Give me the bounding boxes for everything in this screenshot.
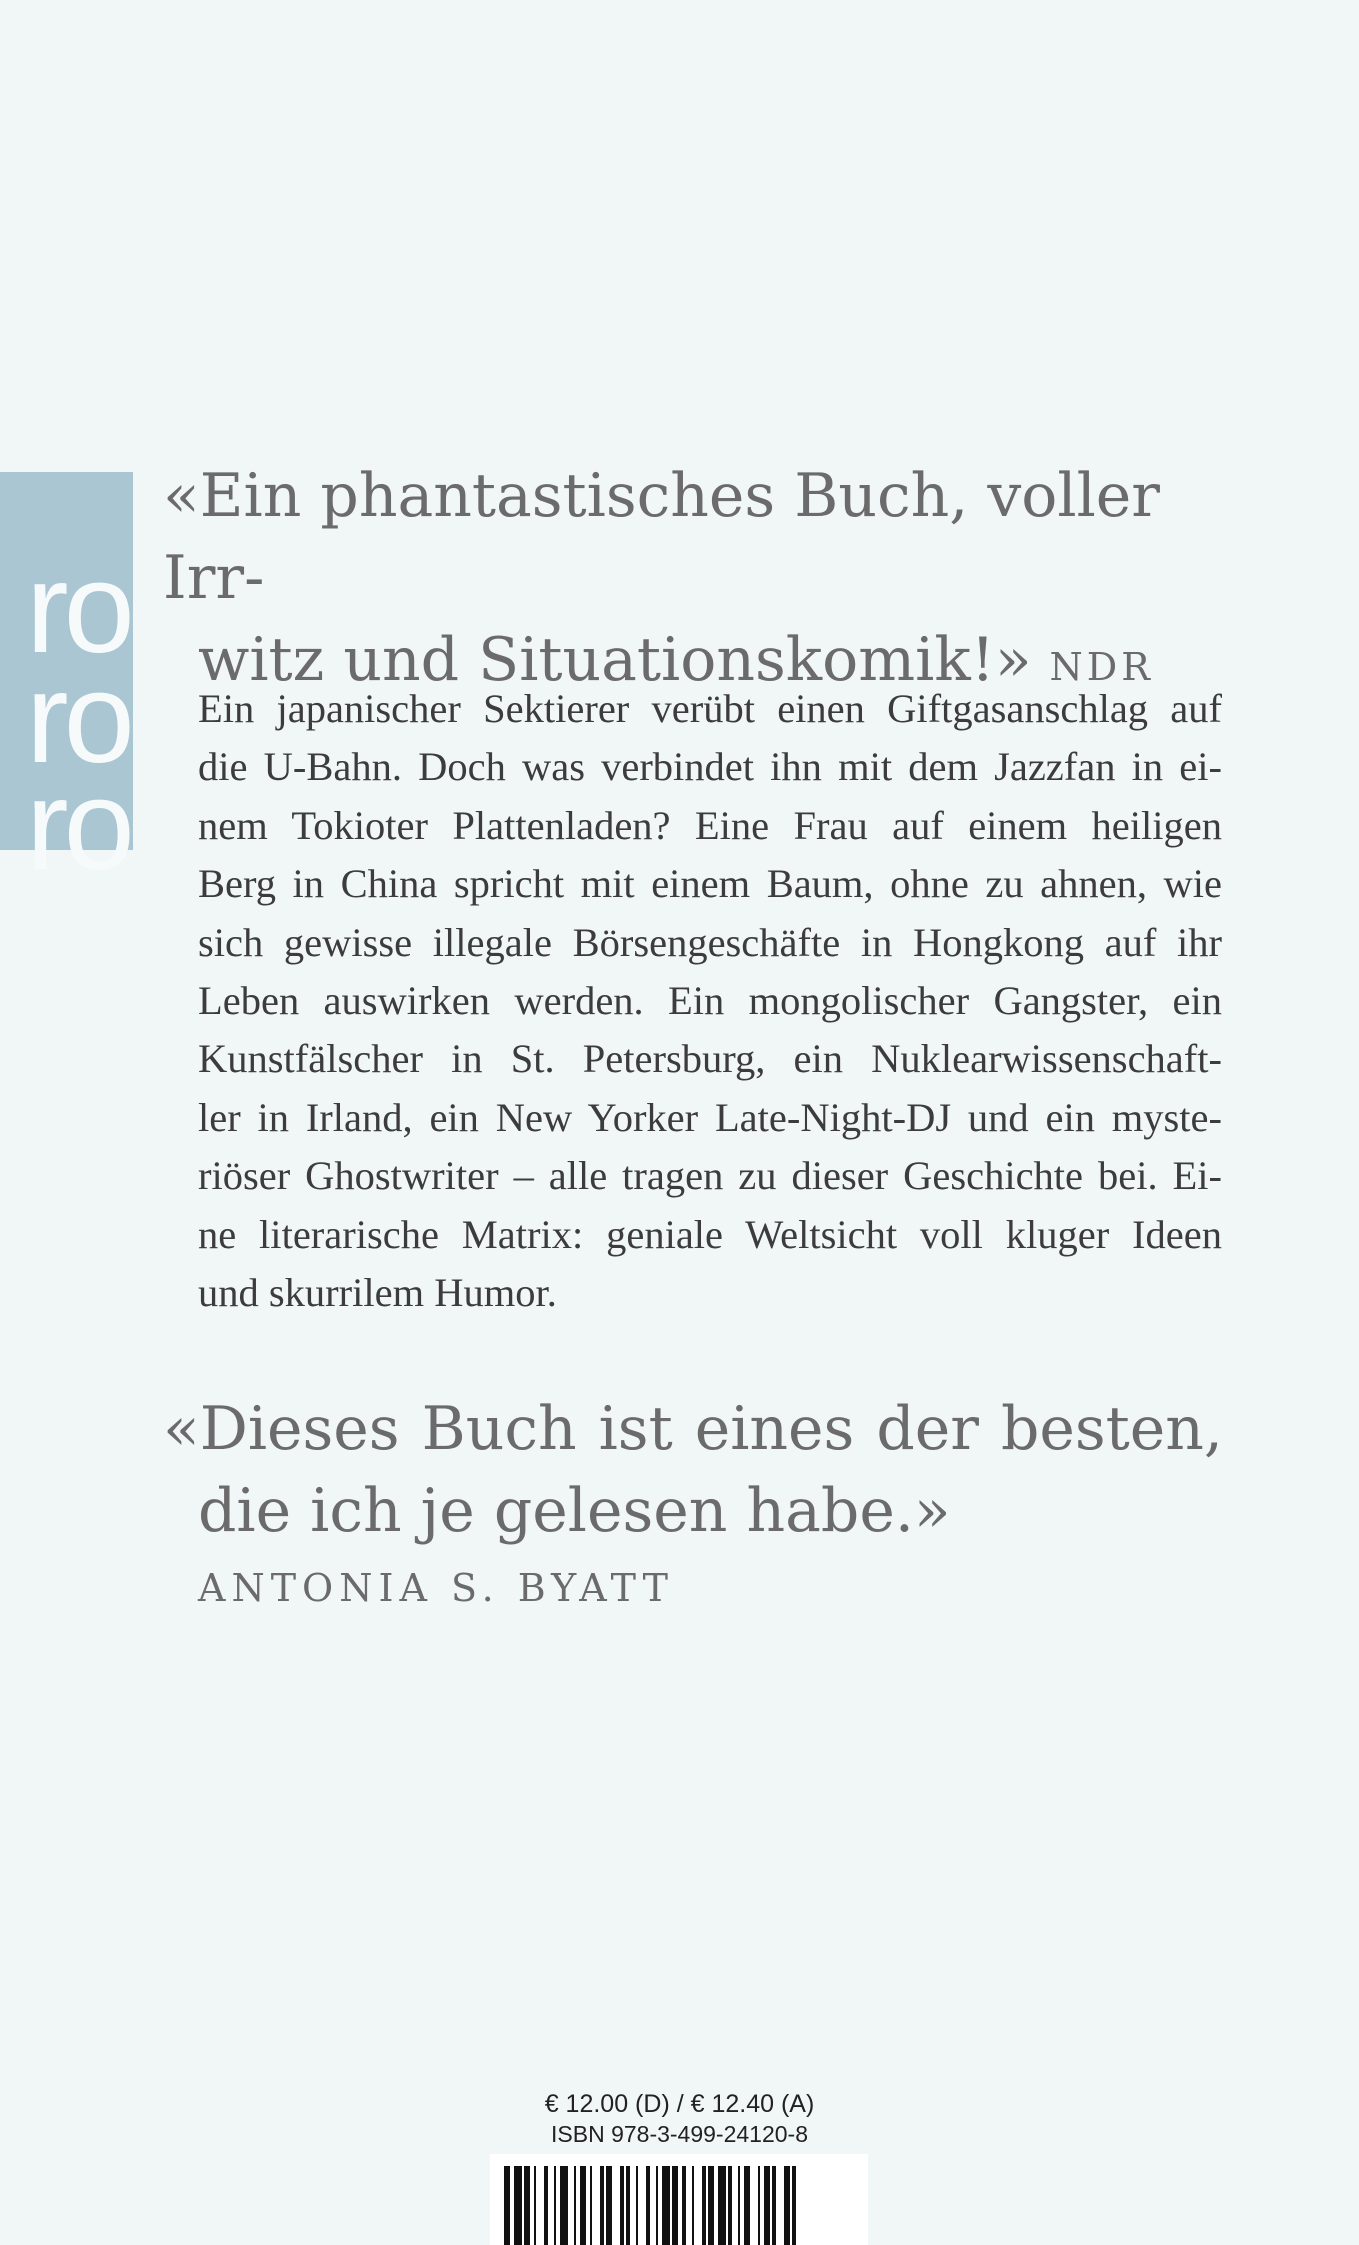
barcode-bar xyxy=(738,2166,740,2245)
blurb-line: die U-Bahn. Doch was verbindet ihn mit dem Jazzfan in ei- xyxy=(198,744,1222,790)
press-quote-bottom-line2: die ich je gelesen habe.» xyxy=(198,1476,951,1546)
press-quote-top-line2: witz und Situationskomik!» xyxy=(198,625,1032,695)
publisher-logo-text: ro xyxy=(26,647,130,790)
barcode-bar xyxy=(580,2166,586,2245)
barcode-bar xyxy=(672,2166,678,2245)
blurb-line: Kunstfälscher in St. Petersburg, ein Nuklearwissenschaft- xyxy=(198,1036,1222,1082)
barcode-bar xyxy=(682,2166,686,2245)
price-label: € 12.00 (D) / € 12.40 (A) xyxy=(544,2090,815,2118)
press-quote-top xyxy=(163,455,1223,708)
barcode-bar xyxy=(620,2166,624,2245)
barcode-bar xyxy=(728,2166,732,2245)
barcode-bar xyxy=(626,2166,630,2245)
barcode-bar xyxy=(524,2166,530,2245)
blurb-line: sich gewisse illegale Börsengeschäfte in Hongkong auf ihr xyxy=(198,919,1222,965)
barcode-bar xyxy=(692,2166,694,2245)
blurb-line: Ein japanischer Sektierer verübt einen Giftgasanschlag auf xyxy=(198,686,1222,731)
barcode-bar xyxy=(662,2166,670,2245)
barcode-bar xyxy=(764,2166,770,2245)
isbn-label: ISBN 978-3-499-24120-8 xyxy=(551,2121,808,2147)
press-quote-bottom xyxy=(163,1388,1223,1552)
blurb-line: ne literarische Matrix: geniale Weltsicht voll kluger Ideen xyxy=(198,1211,1222,1257)
blurb-line: nem Tokioter Plattenladen? Eine Frau auf einem heiligen xyxy=(198,802,1222,848)
barcode-bar xyxy=(656,2166,658,2245)
press-quote-top-line1: «Ein phantastisches Buch, voller Irr- xyxy=(163,461,1160,613)
blurb-line: ler in Irland, ein New Yorker Late-Night-DJ und ein myste- xyxy=(198,1094,1222,1140)
barcode-bar xyxy=(718,2166,726,2245)
barcode-bar xyxy=(544,2166,548,2245)
barcode-bar xyxy=(504,2166,510,2245)
press-quote-bottom-source: ANTONIA S. BYATT xyxy=(198,1566,674,1610)
blurb-line: und skurrilem Humor. xyxy=(198,1270,557,1316)
barcode-bar xyxy=(758,2166,760,2245)
barcode-bar xyxy=(646,2166,650,2245)
publisher-logo-text: ro xyxy=(26,754,130,897)
barcode-bar xyxy=(554,2166,556,2245)
barcode-bar xyxy=(702,2166,706,2245)
barcode-bar xyxy=(636,2166,638,2245)
blurb-line: riöser Ghostwriter – alle tragen zu dieser Geschichte bei. Ei- xyxy=(198,1153,1222,1199)
barcode-bar xyxy=(590,2166,592,2245)
blurb-line: Berg in China spricht mit einem Baum, ohne zu ahnen, wie xyxy=(198,861,1222,907)
publisher-logo-text: ro xyxy=(26,537,130,680)
barcode-bar xyxy=(792,2166,796,2245)
barcode-bar xyxy=(574,2166,576,2245)
blurb-line: Leben auswirken werden. Ein mongolischer Gangster, ein xyxy=(198,978,1222,1024)
barcode-bar xyxy=(560,2166,568,2245)
barcode-bar xyxy=(772,2166,776,2245)
barcode-bar xyxy=(606,2166,612,2245)
barcode-bar xyxy=(708,2166,714,2245)
blurb-paragraph xyxy=(198,680,1222,1322)
press-quote-bottom-line1: «Dieses Buch ist eines der besten, xyxy=(163,1394,1223,1464)
barcode-bar xyxy=(744,2166,750,2245)
barcode-bar xyxy=(534,2166,536,2245)
barcode-bar xyxy=(514,2166,522,2245)
press-quote-top-source: NDR xyxy=(1049,645,1154,689)
barcode-bar xyxy=(784,2166,790,2245)
barcode xyxy=(490,2154,868,2245)
barcode-bar xyxy=(600,2166,604,2245)
barcode-bars xyxy=(504,2166,854,2245)
